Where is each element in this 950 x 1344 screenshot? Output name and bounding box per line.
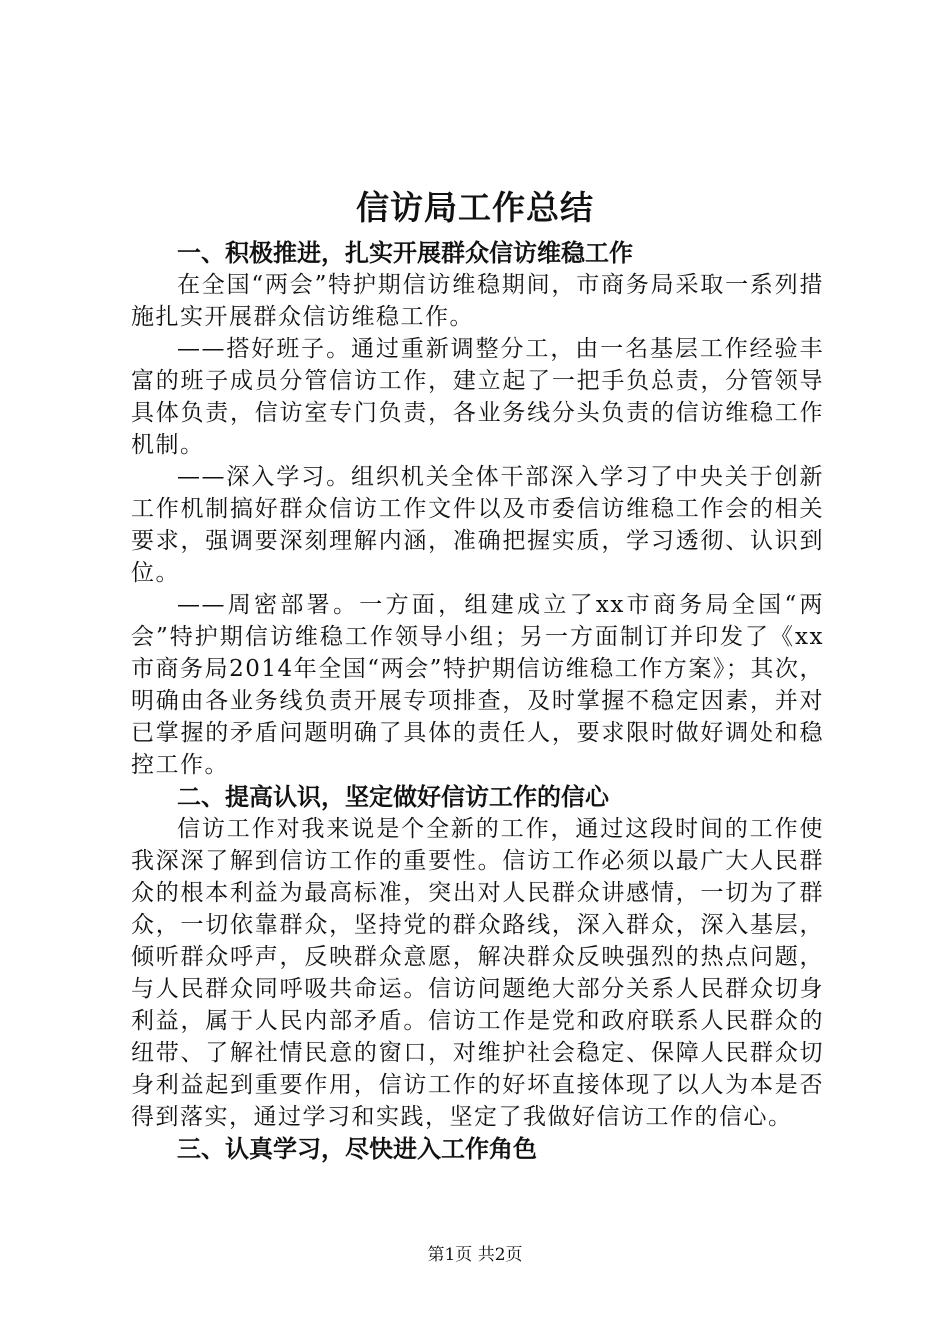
section-3 bbox=[131, 1133, 824, 1165]
document-body bbox=[131, 237, 824, 1165]
section-heading: 二、提高认识，坚定做好信访工作的信心 bbox=[177, 783, 609, 811]
paragraph: 在全国“两会”特护期信访维稳期间，市商务局采取一系列措施扎实开展群众信访维稳工作。 bbox=[131, 272, 824, 330]
paragraph: ——深入学习。组织机关全体干部深入学习了中央关于创新工作机制搞好群众信访工作文件以及市委信访维稳工作会的相关要求，强调要深刻理解内涵，准确把握实质，学习透彻、认识到位。 bbox=[131, 464, 824, 586]
section-heading: 一、积极推进，扎实开展群众信访维稳工作 bbox=[177, 239, 633, 267]
paragraph: ——搭好班子。通过重新调整分工，由一名基层工作经验丰富的班子成员分管信访工作，建立起了一把手负总责，分管领导具体负责，信访室专门负责，各业务线分头负责的信访维稳工作机制。 bbox=[131, 336, 824, 458]
section-1 bbox=[131, 237, 824, 781]
paragraph: 信访工作对我来说是个全新的工作，通过这段时间的工作使我深深了解到信访工作的重要性。信访工作必须以最广大人民群众的根本利益为最高标准，突出对人民群众讲感情，一切为了群众，一切依靠群众，坚持党的群众路线，深入群众，深入基层，倾听群众呼声，反映群众意愿，解决群众反映强烈的热点问题，与人民群众同呼吸共命运。信访问题绝大部分关系人民群众切身利益，属于人民内部矛盾。信访工作是党和政府联系人民群众的纽带、了解社情民意的窗口，对维护社会稳定、保障人民群众切身利益起到重要作用，信访工作的好坏直接体现了以人为本是否得到落实，通过学习和实践，坚定了我做好信访工作的信心。 bbox=[131, 816, 824, 1130]
section-2 bbox=[131, 781, 824, 1133]
paragraph: ——周密部署。一方面，组建成立了xx市商务局全国“两会”特护期信访维稳工作领导小组；另一方面制订并印发了《xx市商务局2014年全国“两会”特护期信访维稳工作方案》；其次，明确由各业务线负责开展专项排查，及时掌握不稳定因素，并对已掌握的矛盾问题明确了具体的责任人，要求限时做好调处和稳控工作。 bbox=[131, 592, 824, 778]
section-heading: 三、认真学习，尽快进入工作角色 bbox=[177, 1135, 537, 1163]
document-title: 信访局工作总结 bbox=[356, 188, 594, 227]
page-number: 第1页 共2页 bbox=[427, 1245, 523, 1265]
